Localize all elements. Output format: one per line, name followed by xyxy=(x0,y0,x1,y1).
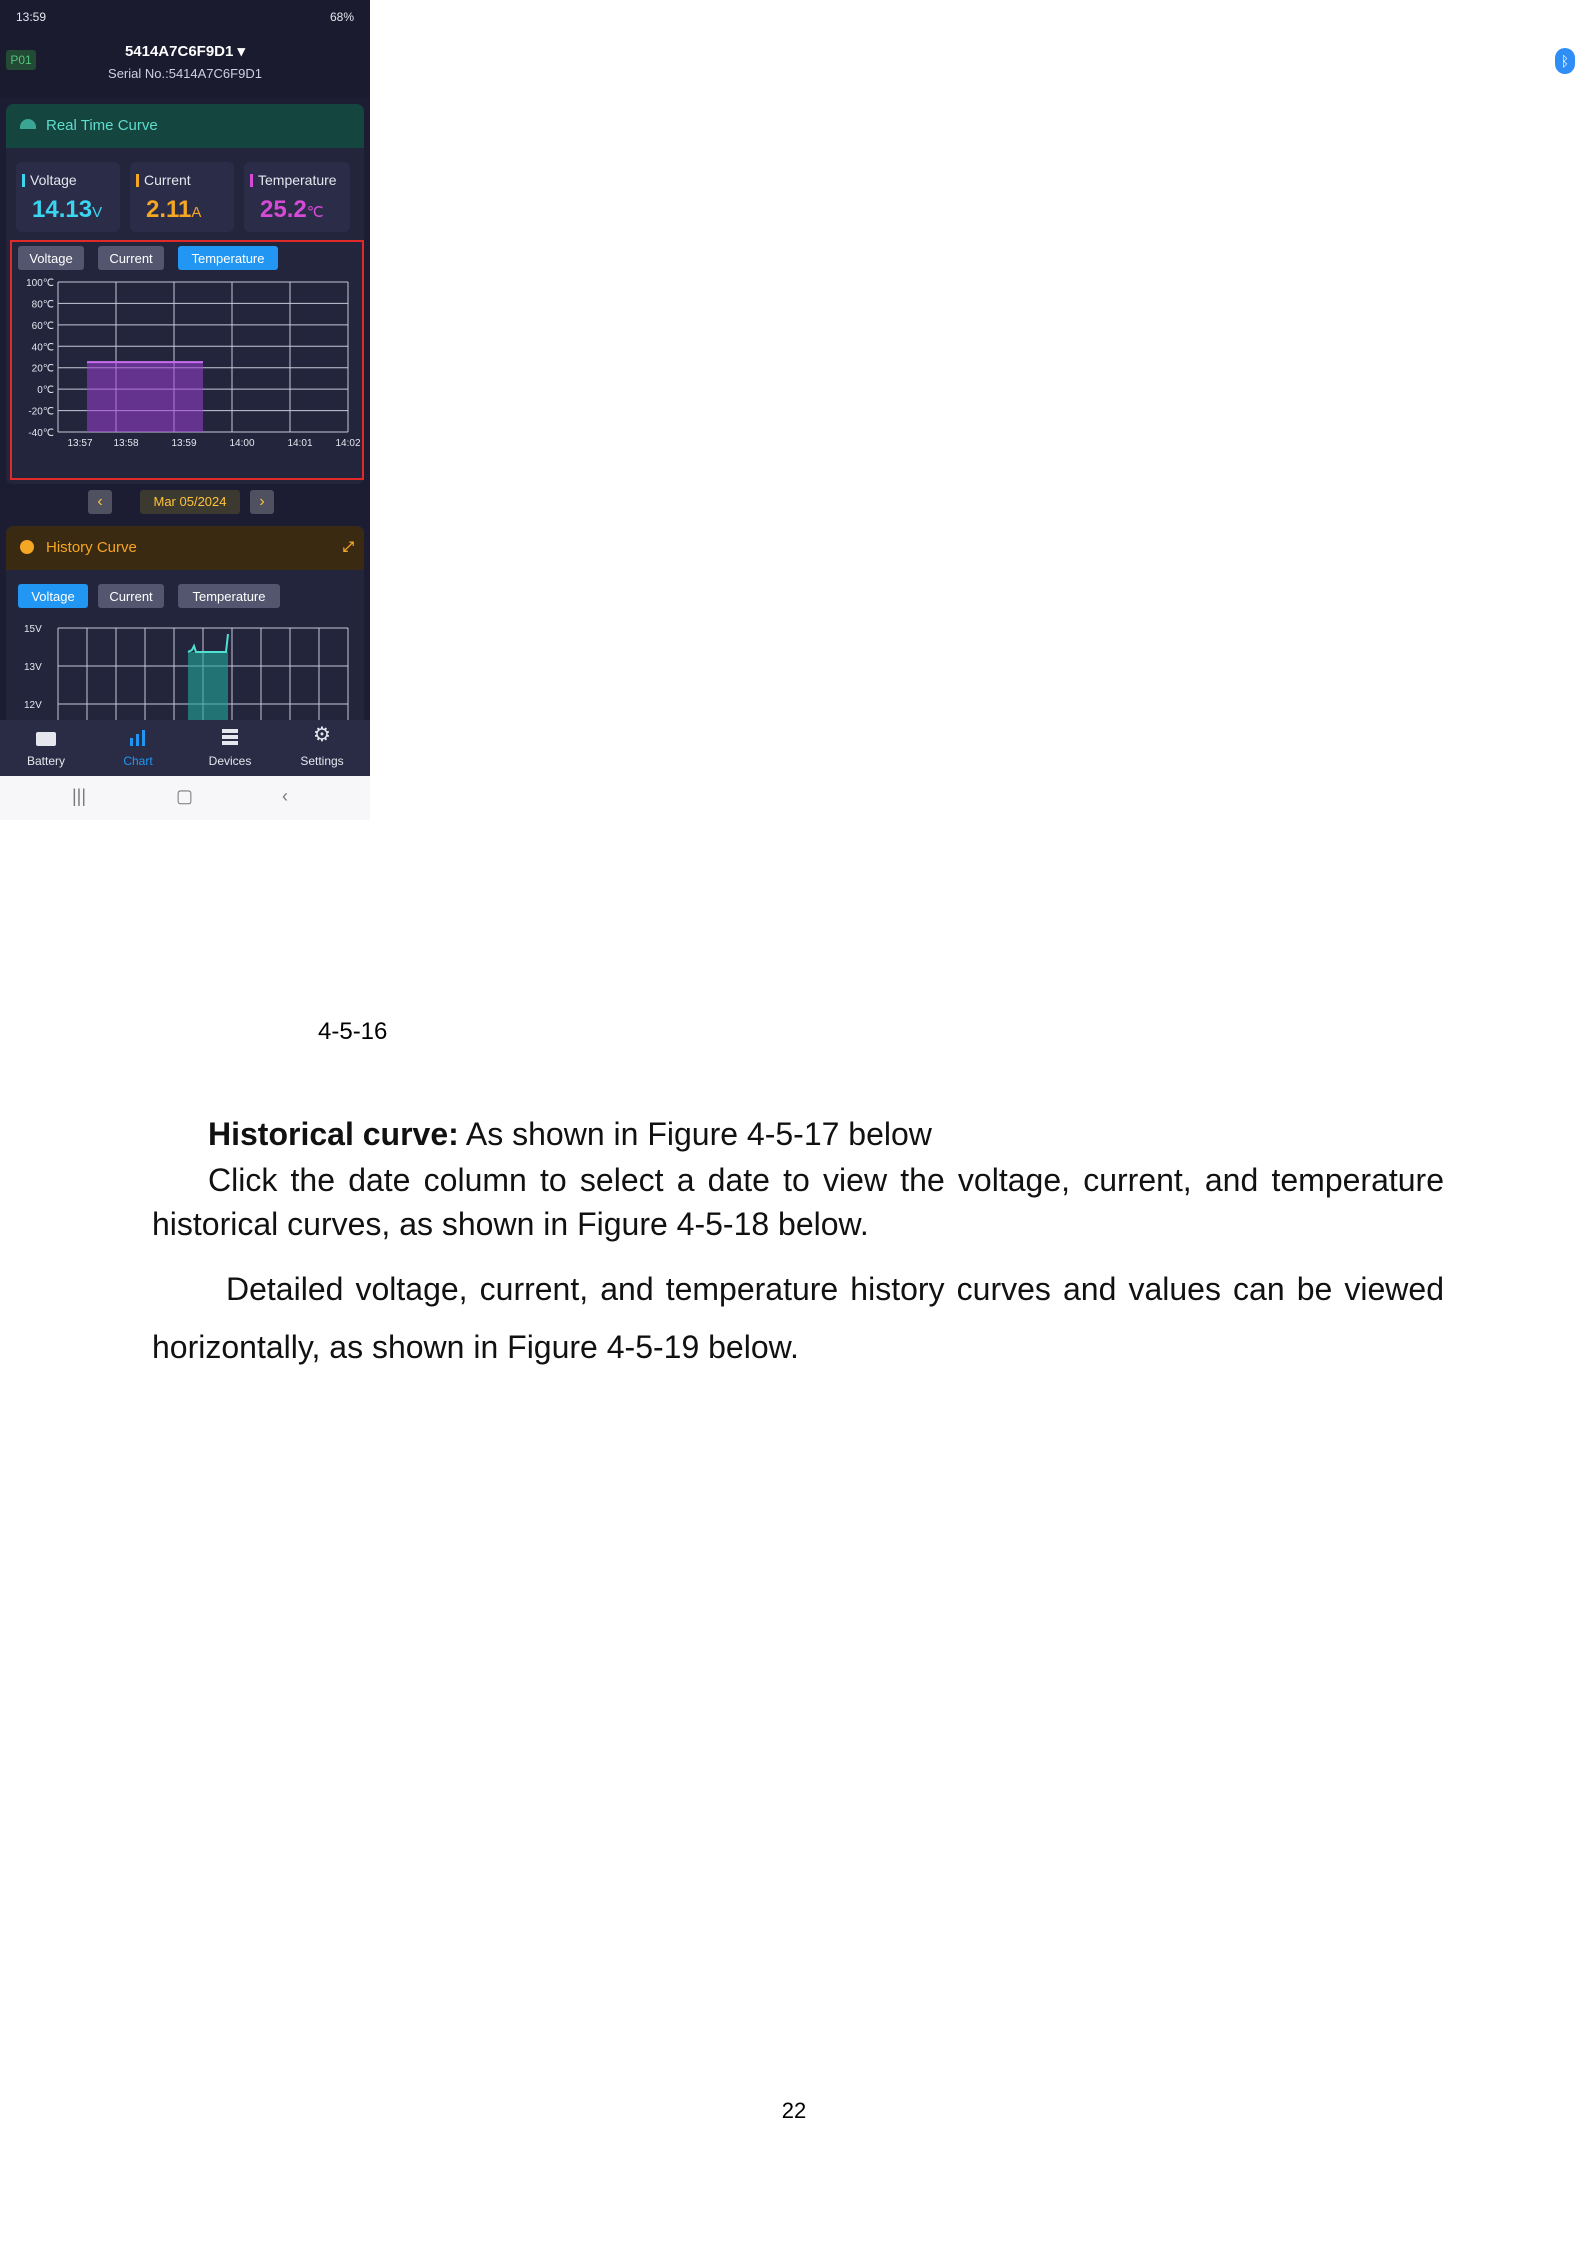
current-card xyxy=(130,162,234,232)
battery-level: 68% xyxy=(329,10,354,24)
y-tick-label: 13V xyxy=(24,662,42,673)
realtime-header xyxy=(6,104,364,148)
tab-voltage[interactable]: Voltage xyxy=(18,246,84,270)
history-tab-temperature[interactable]: Temperature xyxy=(178,584,280,608)
status-time: 13:59 xyxy=(16,10,47,24)
home-icon[interactable]: ▢ xyxy=(176,786,194,806)
nav-chart[interactable] xyxy=(92,720,184,776)
highlight-box xyxy=(10,240,364,480)
history-tab-voltage[interactable]: Voltage xyxy=(18,584,88,608)
gauge-icon xyxy=(20,119,36,129)
expand-icon[interactable]: ⤢ xyxy=(342,538,354,554)
y-tick-label: 15V xyxy=(24,624,42,635)
realtime-title: Real Time Curve xyxy=(46,117,158,134)
temperature-card xyxy=(244,162,350,232)
device-selector[interactable]: 5414A7C6F9D1 ▾ xyxy=(124,43,246,60)
profile-badge[interactable]: P01 xyxy=(6,50,36,70)
voltage-area xyxy=(188,652,228,720)
temperature-color-bar xyxy=(250,174,253,187)
temperature-label: Temperature xyxy=(258,172,337,188)
prev-date-button[interactable]: ‹ xyxy=(88,490,112,514)
history-tab-current[interactable]: Current xyxy=(98,584,164,608)
history-header xyxy=(6,526,364,570)
figure-caption: 4-5-16 xyxy=(318,1018,388,1045)
voltage-label: Voltage xyxy=(30,172,77,188)
nav-devices[interactable] xyxy=(184,720,276,776)
paragraph-lead: Historical curve: xyxy=(208,1116,459,1152)
nav-settings-label: Settings xyxy=(300,754,344,768)
x-tick-label: 14:00 xyxy=(229,438,255,449)
temperature-value: 25.2℃ xyxy=(260,196,324,223)
gear-icon: ⚙ xyxy=(313,724,331,746)
app-screenshot: 13:59 68% P01 5414A7C6F9D1 ▾ Serial No.:5414A7C6F9D1 ᛒ Real Time Curve Voltage 14.13V Current 2.11A Temperature 25.2℃ Voltage Current Temperature 100℃ 80℃ 60℃ 40℃ 20℃ 0℃ -20℃ -40℃ 13:57 13:58 13:59 14:00 14:01 14:02 ‹ Mar 05/2024 › History Curve ⤢ Voltage Current Temperature 15V 13V 12V Battery Chart Devices ⚙ Settings ||| ▢ ‹ xyxy=(0,0,370,820)
clock-icon xyxy=(20,540,34,554)
y-tick-label: 60℃ xyxy=(31,320,54,332)
status-bar xyxy=(0,0,370,36)
y-tick-label: 12V xyxy=(24,700,42,711)
nav-devices-label: Devices xyxy=(208,754,252,768)
paragraph-date-column: Click the date column to select a date to view the voltage, current, and temperature historical curves, as shown in Figure 4-5-18 below. xyxy=(152,1162,1444,1242)
next-date-button[interactable]: › xyxy=(250,490,274,514)
history-voltage-chart xyxy=(0,612,370,722)
nav-settings[interactable] xyxy=(276,720,368,776)
battery-icon xyxy=(36,732,56,746)
paragraph-horizontal-view: Detailed voltage, current, and temperature history curves and values can be viewed horizontally, as shown in Figure 4-5-19 below. xyxy=(152,1271,1444,1365)
y-tick-label: -20℃ xyxy=(28,406,54,418)
tab-current[interactable]: Current xyxy=(98,246,164,270)
chart-icon xyxy=(128,728,148,746)
paragraph-historical-curve xyxy=(208,1112,1448,1156)
nav-battery-label: Battery xyxy=(26,754,65,768)
y-tick-label: -40℃ xyxy=(28,428,54,439)
history-title: History Curve xyxy=(46,539,137,556)
paragraph-lead-rest: As shown in Figure 4-5-17 below xyxy=(458,1116,932,1152)
voltage-card xyxy=(16,162,120,232)
current-value: 2.11A xyxy=(146,196,202,223)
voltage-line xyxy=(188,634,228,652)
y-tick-label: 0℃ xyxy=(37,385,54,397)
x-tick-label: 13:59 xyxy=(171,438,197,449)
current-color-bar xyxy=(136,174,139,187)
devices-icon xyxy=(220,728,240,746)
nav-battery[interactable] xyxy=(0,720,92,776)
x-tick-label: 14:01 xyxy=(287,438,313,449)
x-tick-label: 13:58 xyxy=(113,438,139,449)
y-tick-label: 40℃ xyxy=(31,342,54,354)
voltage-value: 14.13V xyxy=(32,196,103,223)
y-tick-label: 80℃ xyxy=(31,299,54,311)
serial-number: Serial No.:5414A7C6F9D1 xyxy=(108,66,262,81)
x-tick-label: 14:02 xyxy=(335,438,361,449)
y-tick-label: 20℃ xyxy=(31,363,54,375)
system-nav-bar xyxy=(0,776,370,820)
date-selector[interactable]: Mar 05/2024 xyxy=(140,490,240,514)
back-icon[interactable]: ‹ xyxy=(282,786,288,806)
recents-icon[interactable]: ||| xyxy=(72,786,87,806)
bottom-navigation xyxy=(0,720,370,776)
y-tick-label: 100℃ xyxy=(26,278,54,289)
voltage-color-bar xyxy=(22,174,25,187)
x-tick-label: 13:57 xyxy=(67,438,93,449)
nav-chart-label: Chart xyxy=(123,754,153,768)
current-label: Current xyxy=(144,172,191,188)
tab-temperature[interactable]: Temperature xyxy=(178,246,278,270)
page-number: 22 xyxy=(781,2098,807,2123)
